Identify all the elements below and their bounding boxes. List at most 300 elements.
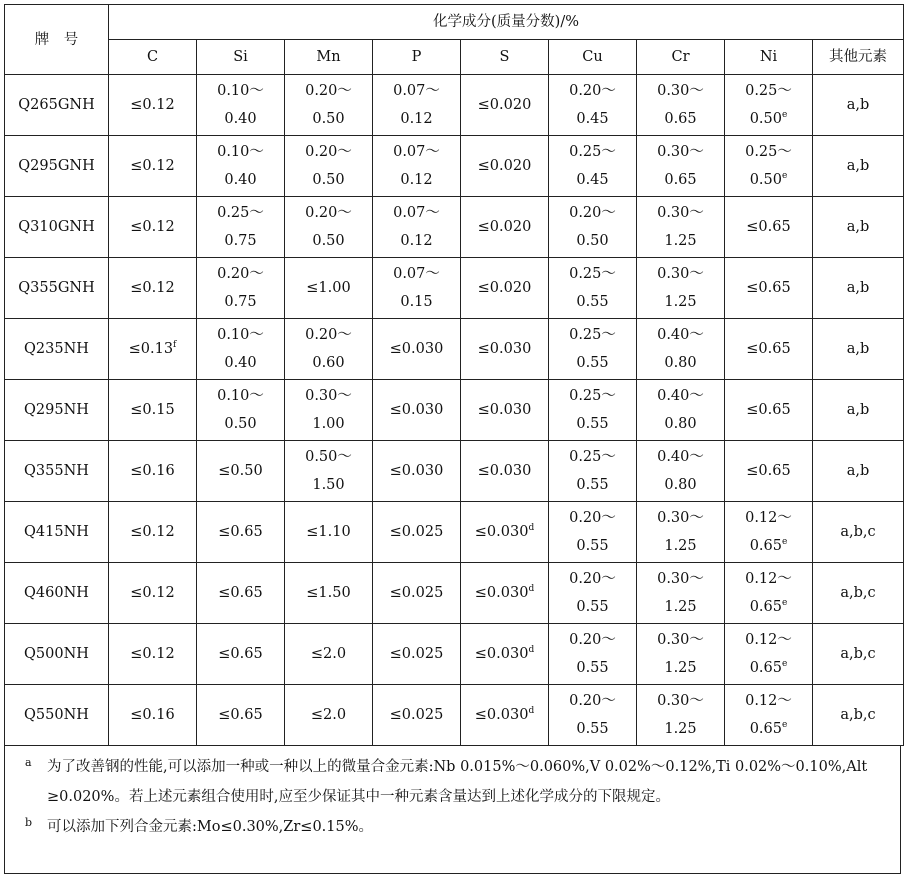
c-cell — [109, 685, 197, 746]
range-end-line — [549, 227, 636, 255]
value: ≤0.030 — [389, 402, 444, 418]
range-start: 0.30～ — [305, 388, 352, 404]
p-cell — [373, 75, 461, 136]
value: ≤0.65 — [746, 280, 791, 296]
value: ≤0.020 — [477, 219, 532, 235]
range-end-line — [285, 227, 372, 255]
range-start: 0.30～ — [657, 571, 704, 587]
si-cell — [197, 136, 285, 197]
value: ≤0.030$^d$ — [474, 584, 535, 601]
range-start: 0.07～ — [393, 266, 440, 282]
s-cell — [461, 380, 549, 441]
ni-cell — [725, 197, 813, 258]
footnote-mark: a — [25, 756, 32, 769]
cu-cell — [549, 136, 637, 197]
si-cell — [197, 380, 285, 441]
range-end: 1.25 — [664, 599, 697, 615]
other-elements-cell: a,b — [813, 75, 904, 136]
c-cell — [109, 197, 197, 258]
range-end: 0.12 — [400, 172, 433, 188]
p-cell — [373, 563, 461, 624]
range-start: 0.10～ — [217, 83, 264, 99]
col-header-ni: Ni — [725, 40, 813, 75]
range-start: 0.20～ — [305, 327, 352, 343]
range-end: 0.65 — [749, 660, 782, 676]
s-cell — [461, 136, 549, 197]
grade-cell: Q235NH — [5, 319, 109, 380]
range-start: 0.12～ — [745, 571, 792, 587]
range-start: 0.20～ — [569, 632, 616, 648]
range-end-line — [725, 715, 812, 743]
si-cell — [197, 502, 285, 563]
range-start: 0.30～ — [657, 205, 704, 221]
footnote-ref: e — [781, 720, 788, 730]
col-header-p: P — [373, 40, 461, 75]
range-end: 1.25 — [664, 538, 697, 554]
value: ≤0.030 — [477, 402, 532, 418]
col-header-s: S — [461, 40, 549, 75]
footnote-ref: d — [528, 584, 535, 594]
col-header-c: C — [109, 40, 197, 75]
ni-cell — [725, 685, 813, 746]
range-start: 0.07～ — [393, 144, 440, 160]
si-cell — [197, 624, 285, 685]
value: ≤0.030 — [389, 341, 444, 357]
range-end-line — [725, 105, 812, 133]
grade-cell: Q355NH — [5, 441, 109, 502]
range-end: 0.65 — [749, 538, 782, 554]
table-row — [5, 441, 904, 502]
range-end-line — [549, 593, 636, 621]
value: ≤0.030$^d$ — [474, 645, 535, 662]
value: ≤0.16 — [130, 707, 175, 723]
other-elements-cell: a,b — [813, 197, 904, 258]
range-end: 0.50 — [312, 172, 345, 188]
range-end: 0.55 — [576, 721, 609, 737]
s-cell — [461, 258, 549, 319]
si-cell — [197, 75, 285, 136]
range-end-line — [373, 105, 460, 133]
range-end-line — [637, 532, 724, 560]
range-end: 0.50 — [312, 233, 345, 249]
col-header-mn: Mn — [285, 40, 373, 75]
range-end-line — [285, 349, 372, 377]
range-end-line — [725, 532, 812, 560]
range-end: 0.40 — [224, 111, 257, 127]
cu-cell — [549, 441, 637, 502]
table-row — [5, 380, 904, 441]
ni-cell — [725, 258, 813, 319]
s-cell — [461, 75, 549, 136]
value: ≤0.12 — [130, 585, 175, 601]
range-end-line — [637, 166, 724, 194]
range-start: 0.20～ — [305, 205, 352, 221]
cr-cell — [637, 258, 725, 319]
value: ≤0.12 — [130, 219, 175, 235]
c-cell — [109, 563, 197, 624]
footnote-ref: d — [528, 523, 535, 533]
range-start: 0.20～ — [569, 205, 616, 221]
col-header-si: Si — [197, 40, 285, 75]
ni-cell — [725, 624, 813, 685]
value: ≤1.10 — [306, 524, 351, 540]
range-end: 0.55 — [576, 355, 609, 371]
cu-cell — [549, 624, 637, 685]
s-cell — [461, 563, 549, 624]
range-start: 0.30～ — [657, 83, 704, 99]
footnote-b — [25, 812, 890, 842]
range-end: 0.50 — [576, 233, 609, 249]
s-cell — [461, 441, 549, 502]
range-end: 0.40 — [224, 355, 257, 371]
p-cell — [373, 502, 461, 563]
value: ≤0.020 — [477, 97, 532, 113]
range-end: 0.50 — [749, 111, 782, 127]
mn-cell — [285, 380, 373, 441]
range-start: 0.40～ — [657, 388, 704, 404]
range-end-line — [285, 105, 372, 133]
cu-cell — [549, 502, 637, 563]
grade-cell: Q355GNH — [5, 258, 109, 319]
value: ≤0.030$^d$ — [474, 523, 535, 540]
range-start: 0.07～ — [393, 83, 440, 99]
range-start: 0.25～ — [745, 83, 792, 99]
ni-cell — [725, 441, 813, 502]
p-cell — [373, 197, 461, 258]
range-end-line — [725, 654, 812, 682]
si-cell — [197, 563, 285, 624]
range-end-line — [637, 349, 724, 377]
ni-cell — [725, 380, 813, 441]
table-row — [5, 75, 904, 136]
c-cell — [109, 624, 197, 685]
range-end-line — [549, 654, 636, 682]
grade-cell: Q265GNH — [5, 75, 109, 136]
c-cell — [109, 136, 197, 197]
range-end: 0.15 — [400, 294, 433, 310]
value: ≤0.030$^d$ — [474, 706, 535, 723]
range-end-line — [197, 105, 284, 133]
range-end-line — [637, 654, 724, 682]
footnote-ref: e — [781, 659, 788, 669]
cu-cell — [549, 319, 637, 380]
range-start: 0.20～ — [569, 693, 616, 709]
range-start: 0.20～ — [305, 144, 352, 160]
cu-cell — [549, 380, 637, 441]
value: ≤0.13$^f$ — [128, 340, 177, 357]
cu-cell — [549, 685, 637, 746]
col-header-cr: Cr — [637, 40, 725, 75]
ni-cell — [725, 563, 813, 624]
value: ≤0.12 — [130, 158, 175, 174]
mn-cell — [285, 197, 373, 258]
p-cell — [373, 685, 461, 746]
range-end-line — [285, 166, 372, 194]
range-end: 1.25 — [664, 660, 697, 676]
range-start: 0.25～ — [745, 144, 792, 160]
value: ≤0.15 — [130, 402, 175, 418]
table-row — [5, 563, 904, 624]
grade-cell: Q550NH — [5, 685, 109, 746]
range-end: 0.55 — [576, 660, 609, 676]
value: ≤0.030 — [389, 463, 444, 479]
range-end: 0.80 — [664, 355, 697, 371]
other-elements-cell: a,b — [813, 441, 904, 502]
si-cell — [197, 441, 285, 502]
cr-cell — [637, 380, 725, 441]
range-start: 0.50～ — [305, 449, 352, 465]
range-start: 0.20～ — [305, 83, 352, 99]
other-elements-cell: a,b,c — [813, 563, 904, 624]
range-end: 0.65 — [749, 599, 782, 615]
value: ≤0.65 — [746, 341, 791, 357]
range-end-line — [285, 410, 372, 438]
footnote-ref: e — [781, 171, 788, 181]
mn-cell — [285, 258, 373, 319]
value: ≤0.12 — [130, 646, 175, 662]
c-cell — [109, 319, 197, 380]
value: ≤0.65 — [218, 707, 263, 723]
range-end-line — [549, 105, 636, 133]
si-cell — [197, 197, 285, 258]
range-end: 0.60 — [312, 355, 345, 371]
value: ≤0.16 — [130, 463, 175, 479]
other-elements-cell: a,b — [813, 258, 904, 319]
footnote-text: 为了改善钢的性能,可以添加一种或一种以上的微量合金元素:Nb 0.015%～0.060%,V 0.02%～0.12%,Ti 0.02%～0.10%,Alt ≥0.020%。若上述元素组合使用时,应至少保证其中一种元素含量达到上述化学成分的下限规定。 — [47, 759, 868, 805]
cu-cell — [549, 563, 637, 624]
si-cell — [197, 685, 285, 746]
range-start: 0.25～ — [569, 327, 616, 343]
cu-cell — [549, 197, 637, 258]
grade-cell: Q500NH — [5, 624, 109, 685]
range-end: 0.50 — [749, 172, 782, 188]
range-end: 0.75 — [224, 294, 257, 310]
range-end: 0.55 — [576, 294, 609, 310]
footnote-ref: e — [781, 537, 788, 547]
value: ≤0.65 — [746, 402, 791, 418]
si-cell — [197, 258, 285, 319]
footnote-ref: e — [781, 598, 788, 608]
value: ≤0.65 — [218, 646, 263, 662]
range-end-line — [373, 288, 460, 316]
value: ≤0.025 — [389, 524, 444, 540]
si-cell — [197, 319, 285, 380]
range-end-line — [197, 227, 284, 255]
grade-cell: Q295NH — [5, 380, 109, 441]
range-end-line — [637, 715, 724, 743]
range-end: 0.55 — [576, 538, 609, 554]
value: ≤0.030 — [477, 341, 532, 357]
footnotes — [4, 746, 901, 874]
range-end: 0.45 — [576, 111, 609, 127]
value: ≤0.50 — [218, 463, 263, 479]
grade-cell: Q310GNH — [5, 197, 109, 258]
range-start: 0.25～ — [569, 388, 616, 404]
mn-cell — [285, 624, 373, 685]
range-end: 1.25 — [664, 721, 697, 737]
mn-cell — [285, 563, 373, 624]
range-end: 0.65 — [749, 721, 782, 737]
range-end: 0.45 — [576, 172, 609, 188]
range-start: 0.12～ — [745, 510, 792, 526]
range-start: 0.20～ — [217, 266, 264, 282]
other-elements-cell: a,b — [813, 319, 904, 380]
range-start: 0.10～ — [217, 388, 264, 404]
range-start: 0.07～ — [393, 205, 440, 221]
range-end-line — [549, 349, 636, 377]
cr-cell — [637, 75, 725, 136]
footnote-text: 可以添加下列合金元素:Mo≤0.30%,Zr≤0.15%。 — [47, 819, 374, 835]
s-cell — [461, 502, 549, 563]
cr-cell — [637, 136, 725, 197]
range-start: 0.20～ — [569, 510, 616, 526]
c-cell — [109, 75, 197, 136]
range-end: 1.25 — [664, 233, 697, 249]
range-end-line — [549, 166, 636, 194]
range-end: 0.75 — [224, 233, 257, 249]
range-end-line — [725, 166, 812, 194]
range-end-line — [197, 410, 284, 438]
range-end-line — [637, 227, 724, 255]
value: ≤2.0 — [310, 646, 347, 662]
s-cell — [461, 197, 549, 258]
other-elements-cell: a,b — [813, 136, 904, 197]
other-elements-cell: a,b — [813, 380, 904, 441]
range-start: 0.30～ — [657, 510, 704, 526]
value: ≤0.65 — [746, 219, 791, 235]
table-row — [5, 258, 904, 319]
range-end-line — [549, 410, 636, 438]
range-end: 0.55 — [576, 416, 609, 432]
range-start: 0.25～ — [569, 449, 616, 465]
ni-cell — [725, 136, 813, 197]
cu-cell — [549, 258, 637, 319]
value: ≤0.030 — [477, 463, 532, 479]
range-end-line — [549, 471, 636, 499]
c-cell — [109, 258, 197, 319]
range-end: 0.55 — [576, 599, 609, 615]
value: ≤0.12 — [130, 97, 175, 113]
range-end: 1.25 — [664, 294, 697, 310]
range-start: 0.30～ — [657, 693, 704, 709]
range-end-line — [549, 532, 636, 560]
range-end-line — [197, 166, 284, 194]
range-start: 0.40～ — [657, 327, 704, 343]
range-end-line — [373, 227, 460, 255]
range-start: 0.10～ — [217, 327, 264, 343]
grade-cell: Q460NH — [5, 563, 109, 624]
c-cell — [109, 441, 197, 502]
mn-cell — [285, 502, 373, 563]
range-end-line — [637, 410, 724, 438]
header-row-group — [5, 5, 904, 40]
range-end: 0.65 — [664, 172, 697, 188]
value: ≤0.025 — [389, 707, 444, 723]
table-row — [5, 624, 904, 685]
range-end-line — [637, 105, 724, 133]
p-cell — [373, 258, 461, 319]
cr-cell — [637, 502, 725, 563]
value: ≤0.65 — [746, 463, 791, 479]
range-start: 0.20～ — [569, 83, 616, 99]
mn-cell — [285, 441, 373, 502]
range-end: 0.80 — [664, 477, 697, 493]
range-end: 1.00 — [312, 416, 345, 432]
s-cell — [461, 624, 549, 685]
grade-cell: Q415NH — [5, 502, 109, 563]
p-cell — [373, 441, 461, 502]
col-header-other: 其他元素 — [813, 40, 904, 75]
value: ≤1.50 — [306, 585, 351, 601]
mn-cell — [285, 685, 373, 746]
p-cell — [373, 624, 461, 685]
footnote-ref: e — [781, 110, 788, 120]
c-cell — [109, 380, 197, 441]
mn-cell — [285, 136, 373, 197]
footnote-a — [25, 752, 890, 812]
value: ≤0.12 — [130, 280, 175, 296]
footnote-mark: b — [25, 816, 33, 829]
other-elements-cell: a,b,c — [813, 685, 904, 746]
cr-cell — [637, 563, 725, 624]
footnote-ref: d — [528, 645, 535, 655]
value: ≤0.025 — [389, 646, 444, 662]
grade-header: 牌 号 — [5, 5, 109, 75]
p-cell — [373, 136, 461, 197]
range-start: 0.30～ — [657, 144, 704, 160]
table-row — [5, 685, 904, 746]
range-end-line — [373, 166, 460, 194]
ni-cell — [725, 502, 813, 563]
range-end: 0.80 — [664, 416, 697, 432]
range-end: 0.55 — [576, 477, 609, 493]
table-row — [5, 502, 904, 563]
range-start: 0.12～ — [745, 693, 792, 709]
value: ≤0.65 — [218, 524, 263, 540]
value: ≤0.65 — [218, 585, 263, 601]
mn-cell — [285, 75, 373, 136]
chemical-composition-document — [4, 4, 903, 884]
range-end: 0.12 — [400, 111, 433, 127]
chemical-composition-table — [4, 4, 904, 746]
range-start: 0.20～ — [569, 571, 616, 587]
value: ≤0.12 — [130, 524, 175, 540]
s-cell — [461, 685, 549, 746]
table-row — [5, 136, 904, 197]
cr-cell — [637, 197, 725, 258]
value: ≤1.00 — [306, 280, 351, 296]
value: ≤0.020 — [477, 158, 532, 174]
c-cell — [109, 502, 197, 563]
range-start: 0.25～ — [569, 266, 616, 282]
range-end-line — [549, 715, 636, 743]
cr-cell — [637, 685, 725, 746]
other-elements-cell: a,b,c — [813, 624, 904, 685]
value: ≤0.020 — [477, 280, 532, 296]
cr-cell — [637, 319, 725, 380]
mn-cell — [285, 319, 373, 380]
other-elements-cell: a,b,c — [813, 502, 904, 563]
range-end: 0.50 — [224, 416, 257, 432]
range-end-line — [197, 288, 284, 316]
range-end-line — [637, 471, 724, 499]
range-end: 0.50 — [312, 111, 345, 127]
range-start: 0.12～ — [745, 632, 792, 648]
grade-cell: Q295GNH — [5, 136, 109, 197]
range-end-line — [549, 288, 636, 316]
p-cell — [373, 319, 461, 380]
range-start: 0.40～ — [657, 449, 704, 465]
